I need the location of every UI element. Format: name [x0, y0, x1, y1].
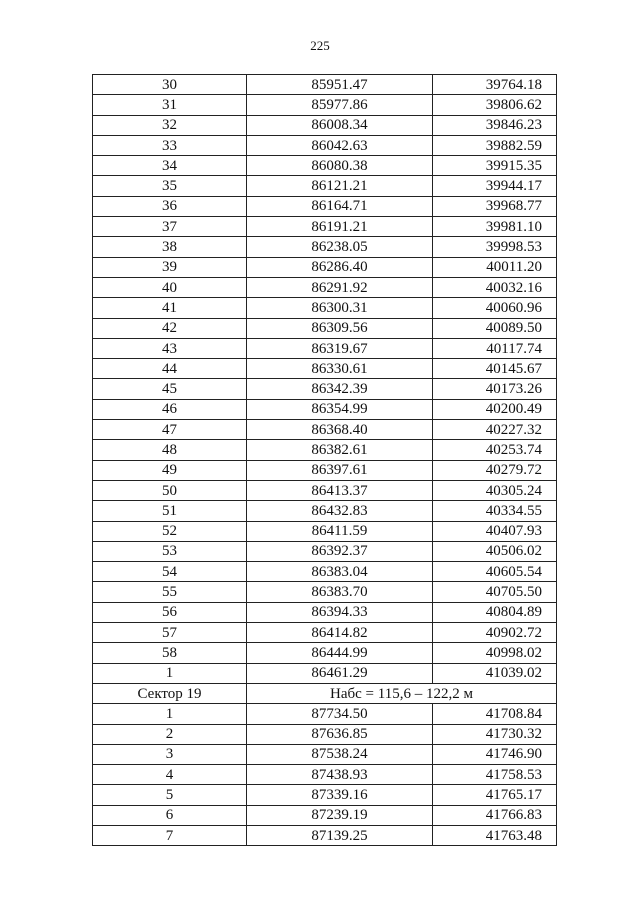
- x-coordinate-cell: 86444.99: [247, 643, 433, 663]
- y-coordinate-cell: 41766.83: [433, 805, 557, 825]
- y-coordinate-cell: 40227.32: [433, 420, 557, 440]
- table-row: [93, 623, 557, 643]
- point-number-cell: 30: [93, 75, 247, 95]
- y-coordinate-cell: 41765.17: [433, 785, 557, 805]
- point-number-cell: 49: [93, 460, 247, 480]
- y-coordinate-cell: 40279.72: [433, 460, 557, 480]
- x-coordinate-cell: 86080.38: [247, 156, 433, 176]
- x-coordinate-cell: 86238.05: [247, 237, 433, 257]
- y-coordinate-cell: 40305.24: [433, 480, 557, 500]
- y-coordinate-cell: 39764.18: [433, 75, 557, 95]
- x-coordinate-cell: 86368.40: [247, 420, 433, 440]
- x-coordinate-cell: 85951.47: [247, 75, 433, 95]
- y-coordinate-cell: 40902.72: [433, 623, 557, 643]
- y-coordinate-cell: 40117.74: [433, 338, 557, 358]
- point-number-cell: 44: [93, 359, 247, 379]
- table-row: [93, 744, 557, 764]
- table-row: [93, 379, 557, 399]
- point-number-cell: 1: [93, 704, 247, 724]
- point-number-cell: 56: [93, 602, 247, 622]
- point-number-cell: 2: [93, 724, 247, 744]
- x-coordinate-cell: 86414.82: [247, 623, 433, 643]
- point-number-cell: 39: [93, 257, 247, 277]
- x-coordinate-cell: 86164.71: [247, 196, 433, 216]
- point-number-cell: 6: [93, 805, 247, 825]
- table-row: [93, 562, 557, 582]
- y-coordinate-cell: 41039.02: [433, 663, 557, 683]
- y-coordinate-cell: 39846.23: [433, 115, 557, 135]
- y-coordinate-cell: 41730.32: [433, 724, 557, 744]
- table-row: [93, 643, 557, 663]
- table-row: [93, 75, 557, 95]
- y-coordinate-cell: 40011.20: [433, 257, 557, 277]
- x-coordinate-cell: 87239.19: [247, 805, 433, 825]
- y-coordinate-cell: 39915.35: [433, 156, 557, 176]
- x-coordinate-cell: 86121.21: [247, 176, 433, 196]
- table-row: [93, 724, 557, 744]
- point-number-cell: 33: [93, 135, 247, 155]
- x-coordinate-cell: 86300.31: [247, 298, 433, 318]
- x-coordinate-cell: 86461.29: [247, 663, 433, 683]
- x-coordinate-cell: 86382.61: [247, 440, 433, 460]
- x-coordinate-cell: 86411.59: [247, 521, 433, 541]
- x-coordinate-cell: 87636.85: [247, 724, 433, 744]
- y-coordinate-cell: 41758.53: [433, 765, 557, 785]
- table-row: [93, 602, 557, 622]
- table-row: [93, 359, 557, 379]
- x-coordinate-cell: 86383.04: [247, 562, 433, 582]
- y-coordinate-cell: 41708.84: [433, 704, 557, 724]
- point-number-cell: 36: [93, 196, 247, 216]
- y-coordinate-cell: 40407.93: [433, 521, 557, 541]
- y-coordinate-cell: 40173.26: [433, 379, 557, 399]
- table-row: [93, 237, 557, 257]
- y-coordinate-cell: 40804.89: [433, 602, 557, 622]
- x-coordinate-cell: 86042.63: [247, 135, 433, 155]
- table-row: [93, 480, 557, 500]
- y-coordinate-cell: 41746.90: [433, 744, 557, 764]
- table-row: [93, 805, 557, 825]
- y-coordinate-cell: 39806.62: [433, 95, 557, 115]
- table-row: [93, 196, 557, 216]
- x-coordinate-cell: 86008.34: [247, 115, 433, 135]
- table-row: [93, 257, 557, 277]
- point-number-cell: 50: [93, 480, 247, 500]
- table-row: [93, 541, 557, 561]
- point-number-cell: 3: [93, 744, 247, 764]
- y-coordinate-cell: 40145.67: [433, 359, 557, 379]
- point-number-cell: 42: [93, 318, 247, 338]
- table-row: [93, 338, 557, 358]
- point-number-cell: 54: [93, 562, 247, 582]
- point-number-cell: 46: [93, 399, 247, 419]
- table-row: [93, 785, 557, 805]
- table-row: [93, 501, 557, 521]
- point-number-cell: 48: [93, 440, 247, 460]
- y-coordinate-cell: 40605.54: [433, 562, 557, 582]
- table-row: [93, 663, 557, 683]
- table-row: [93, 115, 557, 135]
- table-row: [93, 420, 557, 440]
- point-number-cell: 38: [93, 237, 247, 257]
- x-coordinate-cell: 86392.37: [247, 541, 433, 561]
- x-coordinate-cell: 87734.50: [247, 704, 433, 724]
- point-number-cell: 1: [93, 663, 247, 683]
- rows-after: [93, 704, 557, 846]
- rows-before: [93, 75, 557, 684]
- table-row: [93, 582, 557, 602]
- x-coordinate-cell: 86309.56: [247, 318, 433, 338]
- y-coordinate-cell: 39944.17: [433, 176, 557, 196]
- table-row: [93, 460, 557, 480]
- table-row: [93, 440, 557, 460]
- table-row: [93, 825, 557, 845]
- y-coordinate-cell: 40032.16: [433, 277, 557, 297]
- point-number-cell: 5: [93, 785, 247, 805]
- x-coordinate-cell: 86342.39: [247, 379, 433, 399]
- x-coordinate-cell: 86191.21: [247, 217, 433, 237]
- table-row: [93, 704, 557, 724]
- sector-header: [93, 683, 557, 703]
- point-number-cell: 51: [93, 501, 247, 521]
- x-coordinate-cell: 86397.61: [247, 460, 433, 480]
- y-coordinate-cell: 40334.55: [433, 501, 557, 521]
- y-coordinate-cell: 40200.49: [433, 399, 557, 419]
- sector-label: Сектор 19: [93, 683, 247, 703]
- y-coordinate-cell: 40705.50: [433, 582, 557, 602]
- x-coordinate-cell: 86319.67: [247, 338, 433, 358]
- y-coordinate-cell: 39882.59: [433, 135, 557, 155]
- point-number-cell: 45: [93, 379, 247, 399]
- y-coordinate-cell: 39998.53: [433, 237, 557, 257]
- x-coordinate-cell: 86354.99: [247, 399, 433, 419]
- y-coordinate-cell: 40998.02: [433, 643, 557, 663]
- point-number-cell: 7: [93, 825, 247, 845]
- table-row: [93, 318, 557, 338]
- point-number-cell: 41: [93, 298, 247, 318]
- sector-row: [93, 683, 557, 703]
- x-coordinate-cell: 86413.37: [247, 480, 433, 500]
- y-coordinate-cell: 39968.77: [433, 196, 557, 216]
- table-row: [93, 399, 557, 419]
- x-coordinate-cell: 87438.93: [247, 765, 433, 785]
- point-number-cell: 34: [93, 156, 247, 176]
- x-coordinate-cell: 86432.83: [247, 501, 433, 521]
- table-row: [93, 298, 557, 318]
- y-coordinate-cell: 40089.50: [433, 318, 557, 338]
- point-number-cell: 53: [93, 541, 247, 561]
- point-number-cell: 58: [93, 643, 247, 663]
- point-number-cell: 55: [93, 582, 247, 602]
- table-row: [93, 765, 557, 785]
- table-row: [93, 176, 557, 196]
- table-row: [93, 156, 557, 176]
- table-row: [93, 217, 557, 237]
- point-number-cell: 37: [93, 217, 247, 237]
- point-number-cell: 57: [93, 623, 247, 643]
- sector-height-note: Набс = 115,6 – 122,2 м: [247, 683, 557, 703]
- x-coordinate-cell: 86291.92: [247, 277, 433, 297]
- point-number-cell: 35: [93, 176, 247, 196]
- table-row: [93, 521, 557, 541]
- y-coordinate-cell: 40060.96: [433, 298, 557, 318]
- page-number: 225: [310, 38, 330, 53]
- x-coordinate-cell: 87139.25: [247, 825, 433, 845]
- x-coordinate-cell: 86394.33: [247, 602, 433, 622]
- point-number-cell: 31: [93, 95, 247, 115]
- table-row: [93, 277, 557, 297]
- x-coordinate-cell: 86286.40: [247, 257, 433, 277]
- point-number-cell: 32: [93, 115, 247, 135]
- point-number-cell: 4: [93, 765, 247, 785]
- y-coordinate-cell: 39981.10: [433, 217, 557, 237]
- x-coordinate-cell: 86330.61: [247, 359, 433, 379]
- point-number-cell: 43: [93, 338, 247, 358]
- x-coordinate-cell: 87339.16: [247, 785, 433, 805]
- table-row: [93, 95, 557, 115]
- x-coordinate-cell: 86383.70: [247, 582, 433, 602]
- table-row: [93, 135, 557, 155]
- point-number-cell: 47: [93, 420, 247, 440]
- y-coordinate-cell: 40506.02: [433, 541, 557, 561]
- x-coordinate-cell: 85977.86: [247, 95, 433, 115]
- y-coordinate-cell: 40253.74: [433, 440, 557, 460]
- point-number-cell: 40: [93, 277, 247, 297]
- y-coordinate-cell: 41763.48: [433, 825, 557, 845]
- point-number-cell: 52: [93, 521, 247, 541]
- x-coordinate-cell: 87538.24: [247, 744, 433, 764]
- coordinates-table: [92, 74, 557, 846]
